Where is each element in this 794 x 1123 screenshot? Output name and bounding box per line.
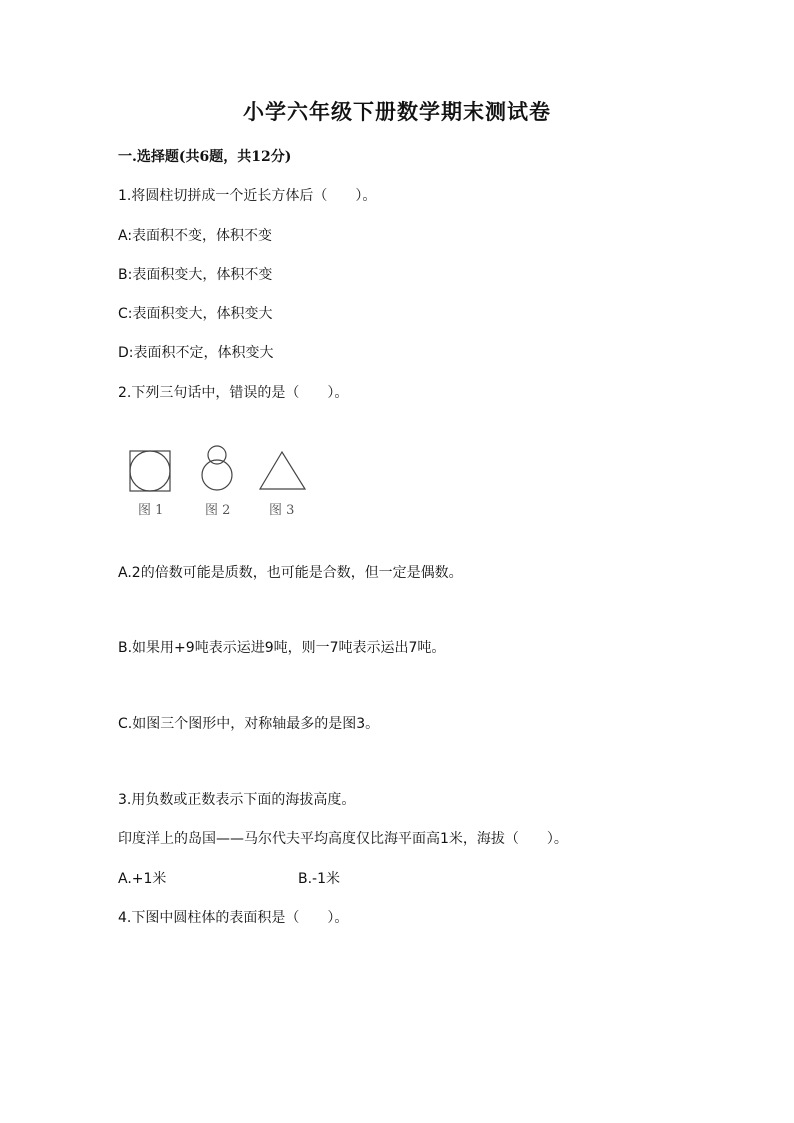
figure-1-label: 图 1 <box>138 503 164 518</box>
figure-3-triangle <box>260 452 305 489</box>
question-1-stem: 1.将圆柱切拼成一个近长方体后（ ）。 <box>118 188 377 204</box>
question-1-option-d: D:表面积不定，体积变大 <box>118 345 274 361</box>
question-2-option-c: C.如图三个图形中，对称轴最多的是图3。 <box>118 716 380 732</box>
figure-1-circle <box>130 451 170 491</box>
question-3-option-a: A.+1米 <box>118 871 167 887</box>
question-4-stem: 4.下图中圆柱体的表面积是（ ）。 <box>118 910 349 926</box>
question-1-option-b: B:表面积变大，体积不变 <box>118 267 273 283</box>
question-2-figures <box>128 444 318 524</box>
question-3-text: 印度洋上的岛国——马尔代夫平均高度仅比海平面高1米，海拔（ ）。 <box>118 831 568 847</box>
section-heading: 一.选择题(共6题，共12分) <box>118 149 292 165</box>
question-2-option-a: A.2的倍数可能是质数，也可能是合数，但一定是偶数。 <box>118 565 463 581</box>
question-2-option-b: B.如果用+9吨表示运进9吨，则一7吨表示运出7吨。 <box>118 640 446 656</box>
figure-2-label: 图 2 <box>205 503 231 518</box>
question-1-option-c: C:表面积变大，体积变大 <box>118 306 273 322</box>
page-title: 小学六年级下册数学期末测试卷 <box>243 99 551 124</box>
question-2-stem: 2.下列三句话中，错误的是（ ）。 <box>118 385 349 401</box>
question-3-option-b: B.-1米 <box>298 871 341 887</box>
figures-illustration <box>128 444 318 524</box>
figure-3-label: 图 3 <box>269 503 295 518</box>
question-1-option-a: A:表面积不变，体积不变 <box>118 228 273 244</box>
question-3-stem: 3.用负数或正数表示下面的海拔高度。 <box>118 792 356 808</box>
